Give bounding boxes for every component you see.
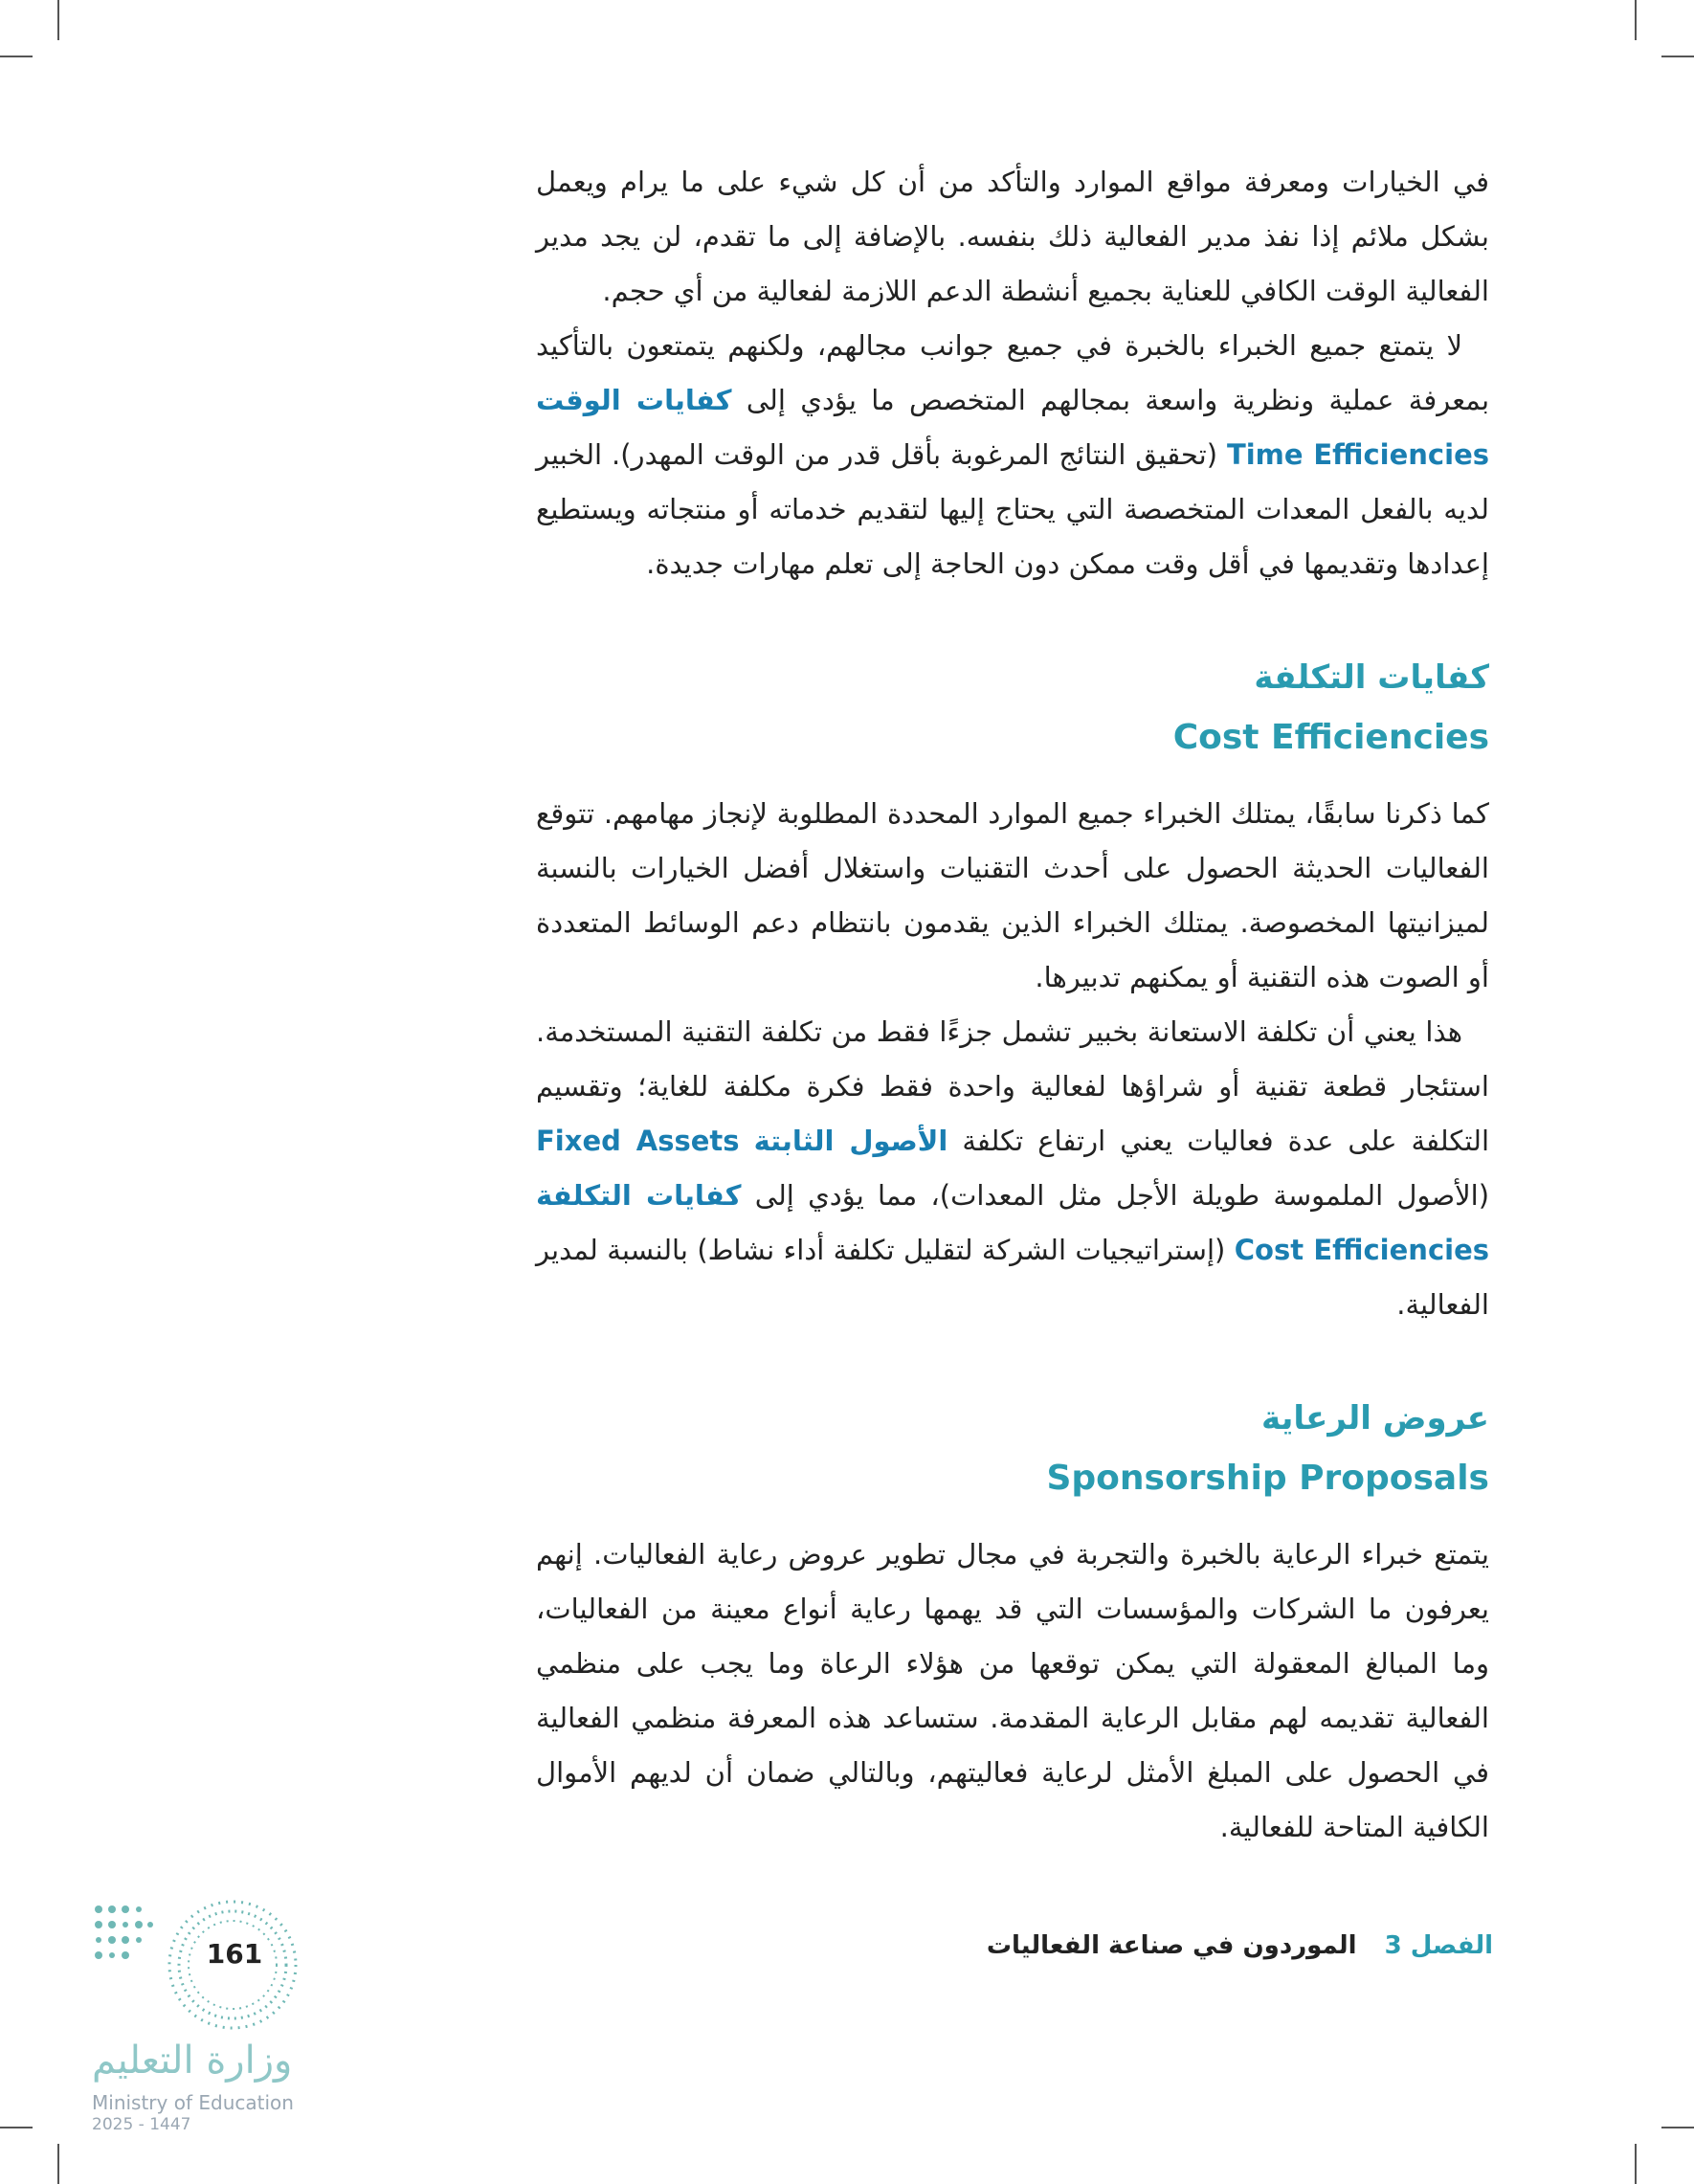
crop-mark (0, 2127, 33, 2128)
heading-sponsor-en: Sponsorship Proposals (1046, 1459, 1489, 1498)
chapter-title: الموردون في صناعة الفعاليات (986, 1931, 1357, 1960)
page-content (536, 155, 1489, 1855)
term-time-efficiencies-en: Time Efficiencies (1226, 438, 1489, 471)
heading-cost-en: Cost Efficiencies (1172, 718, 1489, 757)
crop-mark (1635, 2144, 1637, 2184)
ministry-name-en: Ministry of Education (92, 2091, 294, 2114)
crop-mark (1635, 0, 1637, 40)
crop-mark (1661, 2127, 1694, 2128)
page-number: 161 (206, 1938, 263, 1970)
intro-p2-text-b: (تحقيق النتائج المرغوبة بأقل قدر من الوقت المهدر). الخبير لديه بالفعل المعدات المتخصصة التي يحتاج إليها لتقديم خدماته أو منتجاته ويستطيع إعدادها وتقديمها في أقل وقت ممكن دون الحاجة إلى تعلم مهارات جديدة. (536, 438, 1489, 580)
ministry-name-ar: وزارة التعليم (92, 2039, 293, 2083)
heading-cost-ar: كفايات التكلفة (1254, 658, 1489, 697)
term-fixed-assets-en: Fixed Assets (536, 1125, 740, 1157)
cost-paragraph-1: كما ذكرنا سابقًا، يمتلك الخبراء جميع الموارد المحددة المطلوبة لإنجاز مهامهم. تتوقع الفعاليات الحديثة الحصول على أحدث التقنيات واستغلال أفضل الخيارات بالنسبة لميزانيتها المخصوصة. يمتلك الخبراء الذين يقدمون بانتظام دعم الوسائط المتعددة أو الصوت هذه التقنية أو يمكنهم تدبيرها. (536, 797, 1489, 993)
intro-paragraph-1: في الخيارات ومعرفة مواقع الموارد والتأكد من أن كل شيء على ما يرام ويعمل بشكل ملائم إذا نفذ مدير الفعالية ذلك بنفسه. بالإضافة إلى ما تقدم، لن يجد مدير الفعالية الوقت الكافي للعناية بجميع أنشطة الدعم اللازمة لفعالية من أي حجم. (536, 166, 1489, 307)
cost-paragraph-2 (536, 1005, 1489, 1332)
term-time-efficiencies-ar: كفايات الوقت (536, 384, 732, 416)
page-footer (536, 1931, 1493, 1960)
ministry-logo-dots-icon (91, 1900, 158, 1986)
crop-mark (57, 0, 59, 40)
term-cost-efficiencies-en: Cost Efficiencies (1234, 1234, 1490, 1266)
term-cost-efficiencies-ar: كفايات التكلفة (536, 1179, 742, 1212)
heading-sponsor-ar: عروض الرعاية (1260, 1399, 1489, 1437)
cost-p2-text-b: (الأصول الملموسة طويلة الأجل مثل المعدات)، مما يؤدي إلى (754, 1179, 1490, 1212)
cost-p2-text-c: (إستراتيجيات الشركة لتقليل تكلفة أداء نشاط) بالنسبة لمدير الفعالية. (536, 1234, 1489, 1321)
chapter-label: الفصل 3 (1384, 1931, 1493, 1960)
intro-paragraph-2 (536, 319, 1489, 591)
sponsor-paragraph-1: يتمتع خبراء الرعاية بالخبرة والتجربة في مجال تطوير عروض رعاية الفعاليات. إنهم يعرفون ما الشركات والمؤسسات التي قد يهمها رعاية أنواع معينة من الفعاليات، وما المبالغ المعقولة التي يمكن توقعها من هؤلاء الرعاة وما يجب على منظمي الفعالية تقديمه لهم مقابل الرعاية المقدمة. ستساعد هذه المعرفة منظمي الفعالية في الحصول على المبلغ الأمثل لرعاية فعاليتهم، وبالتالي ضمان أن لديهم الأموال الكافية المتاحة للفعالية. (536, 1538, 1489, 1843)
crop-mark (57, 2144, 59, 2184)
crop-mark (0, 56, 33, 57)
crop-mark (1661, 56, 1694, 57)
term-fixed-assets-ar: الأصول الثابتة (753, 1125, 948, 1157)
cost-p2-text-a: هذا يعني أن تكلفة الاستعانة بخبير تشمل جزءًا فقط من تكلفة التقنية المستخدمة. استئجار قطعة تقنية أو شراؤها لفعالية واحدة فقط فكرة مكلفة للغاية؛ وتقسيم التكلفة على عدة فعاليات يعني ارتفاع تكلفة (536, 1015, 1490, 1157)
ministry-year: 2025 - 1447 (92, 2115, 191, 2134)
intro-p2-text-a: لا يتمتع جميع الخبراء بالخبرة في جميع جوانب مجالهم، ولكنهم يتمتعون بالتأكيد بمعرفة عملية ونظرية واسعة بمجالهم المتخصص ما يؤدي إلى (536, 329, 1490, 416)
